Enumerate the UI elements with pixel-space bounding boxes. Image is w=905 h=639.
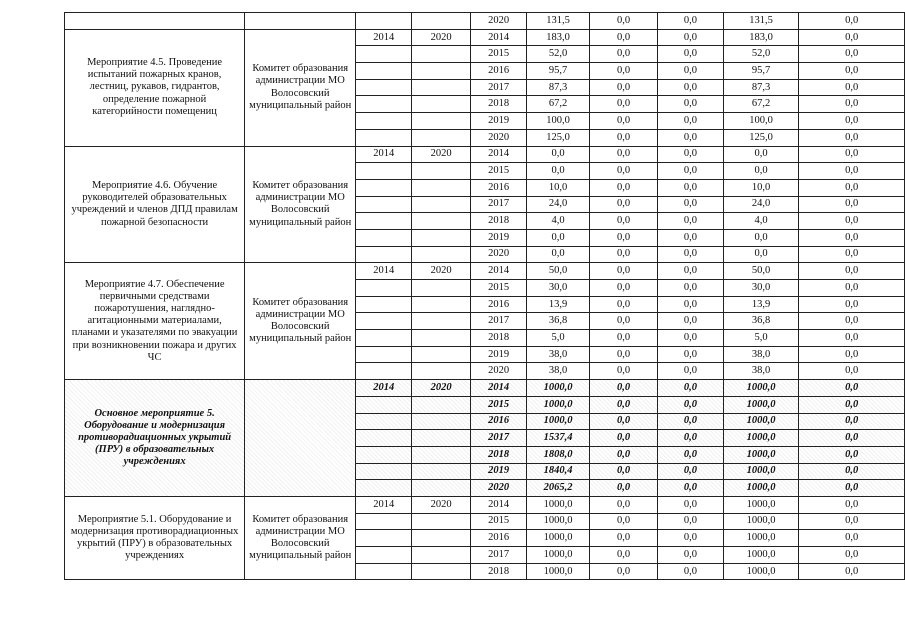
federal-budget-cell: 0,0 (590, 330, 658, 347)
local-budget-cell: 30,0 (723, 280, 798, 297)
start-year-blank (356, 480, 412, 497)
local-budget-cell: 1000,0 (723, 446, 798, 463)
total-cell: 131,5 (527, 13, 590, 30)
activity-name: Мероприятие 4.5. Проведение испытаний пожарных кранов, лестниц, рукавов, гидрантов, определение пожарной категорийности помещениц (65, 29, 245, 146)
local-budget-cell: 1000,0 (723, 496, 798, 513)
total-cell: 38,0 (527, 346, 590, 363)
regional-budget-cell: 0,0 (657, 179, 723, 196)
end-year-blank (412, 313, 471, 330)
federal-budget-cell: 0,0 (590, 413, 658, 430)
regional-budget-cell: 0,0 (657, 129, 723, 146)
table-row (65, 146, 905, 163)
local-budget-cell: 95,7 (723, 63, 798, 80)
table-row (65, 380, 905, 397)
year-cell: 2014 (471, 263, 527, 280)
federal-budget-cell: 0,0 (590, 179, 658, 196)
local-budget-cell: 100,0 (723, 113, 798, 130)
start-year-blank (356, 396, 412, 413)
table-row (65, 13, 905, 30)
total-cell: 87,3 (527, 79, 590, 96)
federal-budget-cell: 0,0 (590, 380, 658, 397)
start-year-blank (356, 547, 412, 564)
activity-executor (245, 380, 356, 497)
other-sources-cell: 0,0 (799, 463, 905, 480)
local-budget-cell: 5,0 (723, 330, 798, 347)
activity-name: Мероприятие 5.1. Оборудование и модернизация противорадиационных укрытий (ПРУ) в образовательных учреждениях (65, 496, 245, 579)
year-cell: 2018 (471, 330, 527, 347)
start-year-blank (356, 563, 412, 580)
local-budget-cell: 87,3 (723, 79, 798, 96)
year-cell: 2017 (471, 430, 527, 447)
regional-budget-cell: 0,0 (657, 96, 723, 113)
end-year-blank (412, 280, 471, 297)
total-cell: 5,0 (527, 330, 590, 347)
end-year-blank (412, 213, 471, 230)
end-year-blank (412, 413, 471, 430)
end-year-blank (412, 330, 471, 347)
end-year-blank (412, 179, 471, 196)
regional-budget-cell: 0,0 (657, 113, 723, 130)
year-cell: 2016 (471, 296, 527, 313)
local-budget-cell: 1000,0 (723, 547, 798, 564)
start-year-blank (356, 196, 412, 213)
regional-budget-cell: 0,0 (657, 547, 723, 564)
total-cell: 125,0 (527, 129, 590, 146)
local-budget-cell: 0,0 (723, 229, 798, 246)
regional-budget-cell: 0,0 (657, 513, 723, 530)
start-year-blank (356, 213, 412, 230)
local-budget-cell: 13,9 (723, 296, 798, 313)
table-row (65, 29, 905, 46)
federal-budget-cell: 0,0 (590, 346, 658, 363)
year-cell: 2020 (471, 129, 527, 146)
year-cell: 2015 (471, 513, 527, 530)
local-budget-cell: 52,0 (723, 46, 798, 63)
activity-name: Мероприятие 4.7. Обеспечение первичными средствами пожаротушения, наглядно-агитационными материалами, планами и указателями по эвакуации при возникновении пожара и других ЧС (65, 263, 245, 380)
year-cell: 2017 (471, 196, 527, 213)
program-table-page (64, 12, 905, 580)
local-budget-cell: 0,0 (723, 163, 798, 180)
other-sources-cell: 0,0 (799, 346, 905, 363)
end-year-blank (412, 229, 471, 246)
end-year-blank (412, 163, 471, 180)
federal-budget-cell: 0,0 (590, 113, 658, 130)
year-cell: 2014 (471, 380, 527, 397)
total-cell: 67,2 (527, 96, 590, 113)
other-sources-cell: 0,0 (799, 196, 905, 213)
activity-executor: Комитет образования администрации МО Волосовский муниципальный район (245, 263, 356, 380)
total-cell: 1000,0 (527, 413, 590, 430)
year-cell: 2015 (471, 396, 527, 413)
end-year-blank (412, 129, 471, 146)
local-budget-cell: 125,0 (723, 129, 798, 146)
year-cell: 2020 (471, 363, 527, 380)
end-year-blank (412, 113, 471, 130)
total-cell: 1000,0 (527, 547, 590, 564)
regional-budget-cell: 0,0 (657, 380, 723, 397)
local-budget-cell: 1000,0 (723, 430, 798, 447)
other-sources-cell: 0,0 (799, 313, 905, 330)
other-sources-cell: 0,0 (799, 46, 905, 63)
regional-budget-cell: 0,0 (657, 563, 723, 580)
local-budget-cell: 1000,0 (723, 380, 798, 397)
other-sources-cell: 0,0 (799, 363, 905, 380)
regional-budget-cell: 0,0 (657, 46, 723, 63)
federal-budget-cell: 0,0 (590, 496, 658, 513)
end-year-blank (412, 480, 471, 497)
other-sources-cell: 0,0 (799, 263, 905, 280)
total-cell: 13,9 (527, 296, 590, 313)
federal-budget-cell: 0,0 (590, 63, 658, 80)
regional-budget-cell: 0,0 (657, 79, 723, 96)
other-sources-cell: 0,0 (799, 563, 905, 580)
regional-budget-cell: 0,0 (657, 296, 723, 313)
start-year-blank (356, 229, 412, 246)
total-cell: 1000,0 (527, 396, 590, 413)
federal-budget-cell: 0,0 (590, 463, 658, 480)
year-cell: 2019 (471, 463, 527, 480)
regional-budget-cell: 0,0 (657, 346, 723, 363)
year-cell: 2014 (471, 29, 527, 46)
end-year-blank (412, 446, 471, 463)
total-cell: 0,0 (527, 229, 590, 246)
start-year-blank (356, 346, 412, 363)
total-cell: 10,0 (527, 179, 590, 196)
start-year (356, 13, 412, 30)
total-cell: 0,0 (527, 146, 590, 163)
local-budget-cell: 1000,0 (723, 480, 798, 497)
other-sources-cell: 0,0 (799, 446, 905, 463)
other-sources-cell: 0,0 (799, 330, 905, 347)
year-cell: 2016 (471, 63, 527, 80)
regional-budget-cell: 0,0 (657, 246, 723, 263)
total-cell: 4,0 (527, 213, 590, 230)
end-year-blank (412, 346, 471, 363)
start-year-blank (356, 63, 412, 80)
local-budget-cell: 36,8 (723, 313, 798, 330)
other-sources-cell: 0,0 (799, 96, 905, 113)
local-budget-cell: 1000,0 (723, 413, 798, 430)
year-cell: 2017 (471, 547, 527, 564)
year-cell: 2018 (471, 96, 527, 113)
regional-budget-cell: 0,0 (657, 530, 723, 547)
regional-budget-cell: 0,0 (657, 196, 723, 213)
activity-name: Мероприятие 4.6. Обучение руководителей образовательных учреждений и членов ДПД правилам пожарной безопасности (65, 146, 245, 263)
start-year-blank (356, 163, 412, 180)
local-budget-cell: 24,0 (723, 196, 798, 213)
regional-budget-cell: 0,0 (657, 496, 723, 513)
other-sources-cell: 0,0 (799, 513, 905, 530)
year-cell: 2016 (471, 530, 527, 547)
total-cell: 100,0 (527, 113, 590, 130)
federal-budget-cell: 0,0 (590, 563, 658, 580)
end-year-blank (412, 563, 471, 580)
total-cell: 52,0 (527, 46, 590, 63)
start-year-blank (356, 296, 412, 313)
end-year: 2020 (412, 29, 471, 46)
total-cell: 1000,0 (527, 380, 590, 397)
year-cell: 2019 (471, 346, 527, 363)
start-year-blank (356, 113, 412, 130)
federal-budget-cell: 0,0 (590, 129, 658, 146)
start-year-blank (356, 330, 412, 347)
end-year-blank (412, 246, 471, 263)
total-cell: 0,0 (527, 246, 590, 263)
end-year (412, 13, 471, 30)
regional-budget-cell: 0,0 (657, 63, 723, 80)
regional-budget-cell: 0,0 (657, 446, 723, 463)
activity-executor: Комитет образования администрации МО Волосовский муниципальный район (245, 29, 356, 146)
start-year: 2014 (356, 496, 412, 513)
program-funding-table (64, 12, 905, 580)
local-budget-cell: 0,0 (723, 146, 798, 163)
total-cell: 1000,0 (527, 496, 590, 513)
other-sources-cell: 0,0 (799, 530, 905, 547)
table-row (65, 496, 905, 513)
end-year-blank (412, 46, 471, 63)
start-year-blank (356, 513, 412, 530)
end-year-blank (412, 96, 471, 113)
end-year-blank (412, 196, 471, 213)
regional-budget-cell: 0,0 (657, 163, 723, 180)
year-cell: 2018 (471, 563, 527, 580)
activity-executor: Комитет образования администрации МО Волосовский муниципальный район (245, 496, 356, 579)
other-sources-cell: 0,0 (799, 63, 905, 80)
other-sources-cell: 0,0 (799, 179, 905, 196)
local-budget-cell: 1000,0 (723, 396, 798, 413)
federal-budget-cell: 0,0 (590, 196, 658, 213)
start-year-blank (356, 280, 412, 297)
end-year-blank (412, 79, 471, 96)
year-cell: 2014 (471, 146, 527, 163)
other-sources-cell: 0,0 (799, 380, 905, 397)
end-year: 2020 (412, 146, 471, 163)
total-cell: 1840,4 (527, 463, 590, 480)
federal-budget-cell: 0,0 (590, 430, 658, 447)
year-cell: 2019 (471, 229, 527, 246)
start-year-blank (356, 96, 412, 113)
federal-budget-cell: 0,0 (590, 46, 658, 63)
regional-budget-cell: 0,0 (657, 13, 723, 30)
total-cell: 183,0 (527, 29, 590, 46)
other-sources-cell: 0,0 (799, 396, 905, 413)
local-budget-cell: 1000,0 (723, 513, 798, 530)
other-sources-cell: 0,0 (799, 113, 905, 130)
year-cell: 2020 (471, 13, 527, 30)
regional-budget-cell: 0,0 (657, 396, 723, 413)
other-sources-cell: 0,0 (799, 296, 905, 313)
year-cell: 2015 (471, 280, 527, 297)
other-sources-cell: 0,0 (799, 430, 905, 447)
total-cell: 2065,2 (527, 480, 590, 497)
local-budget-cell: 1000,0 (723, 463, 798, 480)
regional-budget-cell: 0,0 (657, 29, 723, 46)
year-cell: 2016 (471, 179, 527, 196)
total-cell: 1000,0 (527, 563, 590, 580)
regional-budget-cell: 0,0 (657, 430, 723, 447)
activity-name: Основное мероприятие 5. Оборудование и модернизация противорадиационных укрытий (ПРУ) в образовательных учреждениях (65, 380, 245, 497)
start-year-blank (356, 129, 412, 146)
local-budget-cell: 1000,0 (723, 563, 798, 580)
regional-budget-cell: 0,0 (657, 413, 723, 430)
regional-budget-cell: 0,0 (657, 330, 723, 347)
total-cell: 36,8 (527, 313, 590, 330)
year-cell: 2014 (471, 496, 527, 513)
year-cell: 2016 (471, 413, 527, 430)
table-row (65, 263, 905, 280)
other-sources-cell: 0,0 (799, 413, 905, 430)
activity-executor (245, 13, 356, 30)
federal-budget-cell: 0,0 (590, 547, 658, 564)
activity-executor: Комитет образования администрации МО Волосовский муниципальный район (245, 146, 356, 263)
start-year-blank (356, 463, 412, 480)
federal-budget-cell: 0,0 (590, 530, 658, 547)
end-year: 2020 (412, 263, 471, 280)
regional-budget-cell: 0,0 (657, 146, 723, 163)
other-sources-cell: 0,0 (799, 129, 905, 146)
year-cell: 2018 (471, 213, 527, 230)
total-cell: 0,0 (527, 163, 590, 180)
total-cell: 95,7 (527, 63, 590, 80)
end-year: 2020 (412, 496, 471, 513)
total-cell: 1537,4 (527, 430, 590, 447)
federal-budget-cell: 0,0 (590, 163, 658, 180)
end-year-blank (412, 363, 471, 380)
total-cell: 1808,0 (527, 446, 590, 463)
other-sources-cell: 0,0 (799, 480, 905, 497)
other-sources-cell: 0,0 (799, 246, 905, 263)
start-year: 2014 (356, 146, 412, 163)
end-year-blank (412, 296, 471, 313)
other-sources-cell: 0,0 (799, 213, 905, 230)
start-year: 2014 (356, 263, 412, 280)
federal-budget-cell: 0,0 (590, 446, 658, 463)
end-year: 2020 (412, 380, 471, 397)
start-year-blank (356, 413, 412, 430)
federal-budget-cell: 0,0 (590, 396, 658, 413)
regional-budget-cell: 0,0 (657, 213, 723, 230)
federal-budget-cell: 0,0 (590, 29, 658, 46)
start-year-blank (356, 430, 412, 447)
regional-budget-cell: 0,0 (657, 263, 723, 280)
start-year-blank (356, 313, 412, 330)
federal-budget-cell: 0,0 (590, 79, 658, 96)
activity-name (65, 13, 245, 30)
regional-budget-cell: 0,0 (657, 229, 723, 246)
federal-budget-cell: 0,0 (590, 363, 658, 380)
end-year-blank (412, 513, 471, 530)
local-budget-cell: 0,0 (723, 246, 798, 263)
other-sources-cell: 0,0 (799, 163, 905, 180)
federal-budget-cell: 0,0 (590, 13, 658, 30)
regional-budget-cell: 0,0 (657, 480, 723, 497)
start-year-blank (356, 179, 412, 196)
other-sources-cell: 0,0 (799, 280, 905, 297)
total-cell: 1000,0 (527, 513, 590, 530)
regional-budget-cell: 0,0 (657, 463, 723, 480)
local-budget-cell: 131,5 (723, 13, 798, 30)
year-cell: 2017 (471, 313, 527, 330)
local-budget-cell: 183,0 (723, 29, 798, 46)
federal-budget-cell: 0,0 (590, 246, 658, 263)
total-cell: 24,0 (527, 196, 590, 213)
end-year-blank (412, 530, 471, 547)
federal-budget-cell: 0,0 (590, 213, 658, 230)
local-budget-cell: 38,0 (723, 346, 798, 363)
total-cell: 1000,0 (527, 530, 590, 547)
end-year-blank (412, 430, 471, 447)
regional-budget-cell: 0,0 (657, 363, 723, 380)
federal-budget-cell: 0,0 (590, 480, 658, 497)
federal-budget-cell: 0,0 (590, 263, 658, 280)
federal-budget-cell: 0,0 (590, 313, 658, 330)
start-year-blank (356, 246, 412, 263)
start-year-blank (356, 46, 412, 63)
total-cell: 50,0 (527, 263, 590, 280)
federal-budget-cell: 0,0 (590, 229, 658, 246)
local-budget-cell: 10,0 (723, 179, 798, 196)
local-budget-cell: 1000,0 (723, 530, 798, 547)
federal-budget-cell: 0,0 (590, 280, 658, 297)
start-year-blank (356, 79, 412, 96)
federal-budget-cell: 0,0 (590, 513, 658, 530)
other-sources-cell: 0,0 (799, 496, 905, 513)
year-cell: 2020 (471, 246, 527, 263)
start-year-blank (356, 363, 412, 380)
federal-budget-cell: 0,0 (590, 296, 658, 313)
end-year-blank (412, 396, 471, 413)
other-sources-cell: 0,0 (799, 29, 905, 46)
local-budget-cell: 4,0 (723, 213, 798, 230)
other-sources-cell: 0,0 (799, 79, 905, 96)
start-year: 2014 (356, 380, 412, 397)
total-cell: 30,0 (527, 280, 590, 297)
regional-budget-cell: 0,0 (657, 280, 723, 297)
other-sources-cell: 0,0 (799, 229, 905, 246)
year-cell: 2015 (471, 163, 527, 180)
federal-budget-cell: 0,0 (590, 96, 658, 113)
year-cell: 2018 (471, 446, 527, 463)
start-year: 2014 (356, 29, 412, 46)
table-body (65, 13, 905, 580)
year-cell: 2019 (471, 113, 527, 130)
total-cell: 38,0 (527, 363, 590, 380)
local-budget-cell: 50,0 (723, 263, 798, 280)
local-budget-cell: 67,2 (723, 96, 798, 113)
federal-budget-cell: 0,0 (590, 146, 658, 163)
other-sources-cell: 0,0 (799, 547, 905, 564)
other-sources-cell: 0,0 (799, 13, 905, 30)
regional-budget-cell: 0,0 (657, 313, 723, 330)
year-cell: 2015 (471, 46, 527, 63)
end-year-blank (412, 547, 471, 564)
start-year-blank (356, 446, 412, 463)
year-cell: 2020 (471, 480, 527, 497)
end-year-blank (412, 463, 471, 480)
local-budget-cell: 38,0 (723, 363, 798, 380)
year-cell: 2017 (471, 79, 527, 96)
end-year-blank (412, 63, 471, 80)
other-sources-cell: 0,0 (799, 146, 905, 163)
start-year-blank (356, 530, 412, 547)
